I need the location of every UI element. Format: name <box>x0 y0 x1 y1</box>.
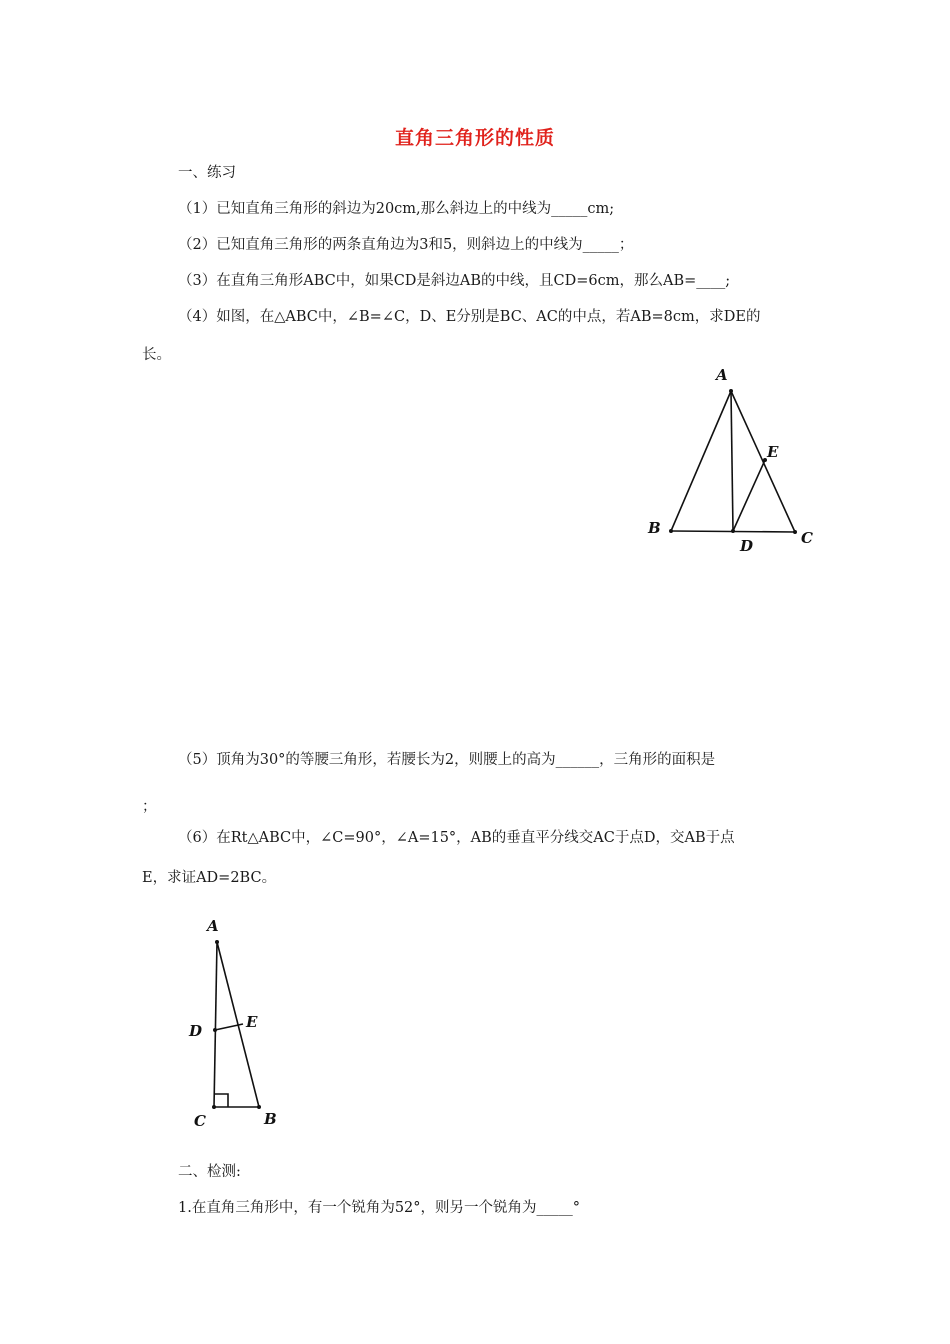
segment-de <box>733 460 765 531</box>
right-angle-mark <box>214 1094 228 1107</box>
question-2: （2）已知直角三角形的两条直角边为3和5，则斜边上的中线为_____； <box>178 237 634 253</box>
label-e: E <box>246 1013 258 1031</box>
figure-isosceles-triangle <box>640 360 820 560</box>
label-b: B <box>648 519 661 537</box>
label-c: C <box>194 1112 206 1130</box>
question-4-line-1: （4）如图，在△ABC中，∠B=∠C，D、E分别是BC、AC的中点，若AB=8cm，求DE的 <box>178 309 761 325</box>
label-a: A <box>716 366 728 384</box>
point-b <box>669 529 673 533</box>
figure-right-triangle <box>180 910 300 1135</box>
point-d <box>213 1028 217 1032</box>
point-a <box>215 940 219 944</box>
point-c <box>212 1105 216 1109</box>
label-d: D <box>189 1022 203 1040</box>
section-heading-test: 二、检测: <box>178 1164 241 1180</box>
label-b: B <box>264 1110 277 1128</box>
question-4-line-2: 长。 <box>142 347 171 363</box>
section-heading-practice: 一、练习 <box>178 165 236 181</box>
point-a <box>729 389 733 393</box>
label-a: A <box>207 917 219 935</box>
label-e: E <box>767 443 779 461</box>
label-c: C <box>801 529 813 547</box>
point-d <box>731 529 735 533</box>
point-b <box>257 1105 261 1109</box>
label-d: D <box>740 537 754 555</box>
segment-ac <box>214 942 217 1107</box>
segment-ad <box>731 391 733 531</box>
question-1: （1）已知直角三角形的斜边为20cm,那么斜边上的中线为_____cm; <box>178 201 615 217</box>
question-5-line-1: （5）顶角为30°的等腰三角形，若腰长为2，则腰上的高为______，三角形的面积是 <box>178 752 716 768</box>
check-question-1: 1.在直角三角形中，有一个锐角为52°，则另一个锐角为_____° <box>178 1200 581 1216</box>
segment-ac <box>731 391 795 532</box>
point-c <box>793 530 797 534</box>
question-6-line-1: （6）在Rt△ABC中，∠C=90°，∠A=15°，AB的垂直平分线交AC于点D，交AB于点 <box>178 830 735 846</box>
page-title: 直角三角形的性质 <box>394 127 555 149</box>
question-3: （3）在直角三角形ABC中，如果CD是斜边AB的中线，且CD=6cm，那么AB=____; <box>178 273 731 289</box>
segment-ab <box>671 391 731 531</box>
question-6-line-2: E，求证AD=2BC。 <box>142 870 277 886</box>
question-5-line-2: ； <box>142 799 157 815</box>
